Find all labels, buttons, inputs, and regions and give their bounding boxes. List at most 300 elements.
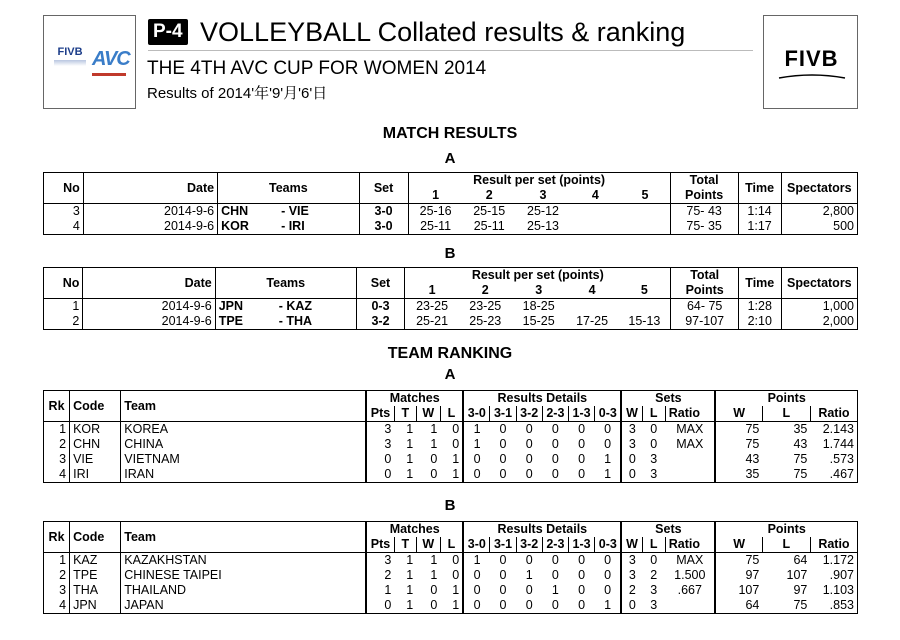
header-results-details: Results Details [463,522,621,538]
points-ratio: .907 [810,568,857,583]
team-rank: 3 [44,452,70,467]
header-no: No [44,268,83,299]
res-2-3: 0 [551,452,559,466]
match-teams [218,204,360,220]
res-3-2: 0 [525,583,533,597]
points-won: 64 [715,598,762,614]
match-date: 2014-9-6 [83,204,217,220]
header-2-3: 2-3 [542,537,568,553]
points-lost: 75 [793,452,808,466]
set-1-points: 25-16 [408,204,463,220]
page-title: VOLLEYBALL Collated results & ranking [200,17,686,47]
res-1-3: 0 [578,568,586,582]
header-set-1: 1 [408,188,463,204]
matches-played: 1 [406,583,414,597]
header-set-2: 2 [459,283,512,299]
team-pts: 3 [366,422,394,438]
header-date: Date [83,173,217,204]
res-2-3: 1 [551,583,559,597]
away-team: - IRI [281,219,305,233]
match-set-score: 3-2 [356,314,404,330]
points-lost: 43 [793,437,808,451]
team-name: VIETNAM [121,452,366,467]
team-code: JPN [70,598,121,614]
points-ratio: 1.744 [810,437,857,452]
match-total-points: 97-107 [671,314,738,330]
set-1-points: 25-11 [408,219,463,235]
team-pts: 0 [366,598,394,614]
header-teams: Teams [218,173,360,204]
res-2-3: 0 [551,422,559,436]
points-won: 75 [715,553,762,569]
team-name: CHINA [121,437,366,452]
set-5-points: 15-13 [618,314,671,330]
res-2-3: 0 [551,568,559,582]
res-3-2: 0 [525,422,533,436]
right-logo-box [763,15,858,109]
res-3-2: 0 [516,598,542,614]
header-3-2: 3-2 [516,406,542,422]
match-date: 2014-9-6 [83,219,217,235]
header-w: W [416,406,440,422]
sets-won: 3 [621,553,642,569]
title-row [148,17,685,48]
ranking-row [44,467,858,483]
header-teams: Teams [215,268,356,299]
team-name: KOREA [121,422,366,438]
home-team: CHN [221,204,249,218]
match-date: 2014-9-6 [83,299,215,315]
match-time: 2:10 [738,314,781,330]
match-teams [215,314,356,330]
points-lost: 75 [762,467,810,483]
set-4-points: 17-25 [566,314,619,330]
header-w: W [416,537,440,553]
team-name: JAPAN [121,598,366,614]
res-3-2: 0 [525,437,533,451]
team-pts: 3 [366,437,394,452]
set-2-points: 25-23 [459,314,512,330]
match-total-points: 75- 35 [670,219,738,235]
header-points-ratio: Ratio [810,406,857,422]
sets-lost: 3 [650,583,658,597]
header-rk: Rk [44,522,70,553]
points-won: 75 [715,437,762,452]
header-sets: Sets [621,391,715,407]
header-result-per-set: Result per set (points) [408,173,670,189]
res-3-0: 1 [463,553,490,569]
set-5-points [620,204,670,220]
header-points-w: W [715,537,762,553]
header-spectators: Spectators [781,173,857,204]
team-ranking-table [43,390,858,483]
set-2-points: 23-25 [469,299,502,313]
team-pts: 2 [366,568,394,583]
set-3-points: 18-25 [522,299,555,313]
res-3-0: 0 [463,598,490,614]
header-set-4: 4 [566,283,619,299]
matches-played: 1 [394,598,416,614]
header-2-3: 2-3 [542,406,568,422]
set-1-points: 23-25 [405,299,459,315]
points-won: 107 [715,583,762,598]
sets-won: 0 [621,467,642,483]
team-ranking-title: TEAM RANKING [387,345,513,362]
sets-ratio: MAX [676,437,704,451]
res-3-2: 0 [525,553,533,567]
fivb-logo-text: FIVB [784,46,839,71]
res-1-3: 0 [578,553,586,567]
match-spectators: 2,000 [781,314,857,330]
set-3-points: 15-25 [512,314,566,330]
header-set-3: 3 [512,283,566,299]
res-3-2: 1 [525,568,533,582]
page-badge: P-4 [148,19,188,45]
sets-lost: 3 [642,598,665,614]
ranking-row [44,598,858,614]
res-1-3: 0 [569,467,595,483]
res-2-3: 0 [542,467,568,483]
ranking-row [44,437,858,452]
match-time: 1:14 [738,204,781,220]
res-3-1: 0 [499,583,507,597]
header-no: No [44,173,84,204]
home-team: TPE [218,314,244,328]
sets-lost: 0 [650,553,658,567]
matches-lost: 0 [452,437,460,451]
res-0-3: 0 [604,553,612,567]
matches-played: 1 [406,553,414,567]
team-name: IRAN [121,467,366,483]
points-won: 35 [715,467,762,483]
match-spectators: 500 [781,219,857,235]
away-team: - VIE [281,204,309,218]
team-code: TPE [70,568,121,583]
ranking-row [44,583,858,598]
fivb-swoosh-icon [777,72,847,80]
home-team: JPN [218,299,244,313]
home-team: KOR [221,219,249,233]
res-3-1: 0 [490,467,516,483]
header-set-2: 2 [463,188,516,204]
header-t: T [394,406,416,422]
avc-logo [92,48,130,76]
set-4-points [566,299,619,315]
matches-lost: 0 [452,553,460,567]
matches-won: 0 [430,452,438,466]
team-code: IRI [70,467,121,483]
res-3-1: 0 [499,568,507,582]
sets-ratio: 1.500 [674,568,706,582]
team-pts: 0 [366,467,394,483]
header-sets-w: W [621,406,642,422]
points-ratio: .853 [810,598,857,614]
res-3-0: 0 [463,467,490,483]
match-no: 3 [44,204,84,220]
header-matches: Matches [366,391,463,407]
header-team: Team [121,391,366,422]
sets-ratio: .667 [677,583,702,597]
res-0-3: 0 [604,583,612,597]
header-set-5: 5 [618,283,671,299]
team-rank: 1 [44,422,70,438]
header-row [44,268,858,284]
header-sets: Sets [621,522,715,538]
results-date: Results of 2014'年'9'月'6'日 [147,85,328,102]
res-3-0: 0 [463,583,490,598]
sets-won: 2 [621,583,642,598]
header-result-per-set: Result per set (points) [405,268,671,284]
team-name: KAZAKHSTAN [121,553,366,569]
header-points: Points [671,283,738,299]
points-won: 97 [715,568,762,583]
res-3-0: 1 [463,437,490,452]
matches-won: 0 [416,467,440,483]
res-3-1: 0 [490,598,516,614]
matches-lost: 1 [452,452,460,466]
match-date: 2014-9-6 [83,314,215,330]
fivb-mini-logo [54,46,86,66]
header-row [44,522,858,538]
header-3-1: 3-1 [490,406,516,422]
res-1-3: 0 [578,437,586,451]
matches-won: 1 [430,553,438,567]
pool-label: A [444,366,456,383]
header-l: L [440,406,463,422]
points-ratio: 1.172 [810,553,857,569]
header-3-1: 3-1 [490,537,516,553]
pool-label: B [444,497,456,514]
away-team: - THA [278,314,313,328]
away-team: - KAZ [278,299,313,313]
header-points: Points [670,188,738,204]
matches-won: 0 [430,583,438,597]
header-sets-l: L [642,537,665,553]
header-matches: Matches [366,522,463,538]
header-1-3: 1-3 [569,537,595,553]
ranking-row [44,422,858,438]
header-points-l: L [762,406,810,422]
team-code: KOR [70,422,121,438]
sets-won: 3 [621,437,642,452]
header-points-w: W [715,406,762,422]
team-rank: 2 [44,568,70,583]
match-row [44,314,858,330]
pool-label: B [444,245,456,262]
fivb-logo [764,46,859,80]
header-set: Set [359,173,408,204]
sets-lost: 0 [650,422,658,436]
team-rank: 4 [44,598,70,614]
match-results-table [43,267,858,330]
team-rank: 3 [44,583,70,598]
matches-won: 1 [430,437,438,451]
set-1-points: 25-21 [405,314,459,330]
header-total: Total [670,173,738,189]
matches-played: 1 [406,422,414,436]
sets-lost: 3 [650,452,658,466]
points-lost: 35 [793,422,808,436]
set-2-points: 25-11 [463,219,516,235]
res-0-3: 1 [604,452,612,466]
res-3-2: 0 [525,452,533,466]
header-code: Code [70,522,121,553]
match-total-points: 75- 43 [670,204,738,220]
matches-lost: 1 [440,598,463,614]
res-2-3: 0 [542,598,568,614]
title-divider [148,50,753,51]
fivb-mini-logo-text: FIVB [57,46,83,58]
header-points: Points [715,522,857,538]
avc-logo-text: AVC [92,48,130,70]
header-t: T [394,537,416,553]
points-lost: 97 [793,583,808,597]
match-set-score: 3-0 [359,204,408,220]
sets-won: 0 [621,598,642,614]
match-time: 1:28 [738,299,781,315]
match-no: 1 [44,299,83,315]
header-pts: Pts [366,537,394,553]
points-lost: 75 [762,598,810,614]
sets-won: 0 [621,452,642,467]
sets-won: 3 [621,422,642,438]
team-rank: 2 [44,437,70,452]
set-3-points: 25-12 [527,204,559,218]
header-time: Time [738,268,781,299]
team-code: VIE [70,452,121,467]
matches-lost: 1 [452,583,460,597]
match-no: 2 [44,314,83,330]
points-ratio: .467 [810,467,857,483]
team-pts: 3 [366,553,394,569]
matches-won: 1 [430,568,438,582]
points-lost: 64 [793,553,808,567]
res-0-3: 1 [595,598,622,614]
header-pts: Pts [366,406,394,422]
header-set-3: 3 [516,188,571,204]
match-teams [215,299,356,315]
pool-label: A [444,150,456,167]
team-code: KAZ [70,553,121,569]
team-ranking-table [43,521,858,614]
header-spectators: Spectators [781,268,857,299]
header-l: L [440,537,463,553]
header-3-0: 3-0 [463,537,490,553]
header-team: Team [121,522,366,553]
sets-lost: 0 [650,437,658,451]
match-total-points: 64- 75 [671,299,738,315]
header-points-ratio: Ratio [810,537,857,553]
res-0-3: 0 [604,568,612,582]
team-code: THA [70,583,121,598]
team-code: CHN [70,437,121,452]
match-teams [218,219,360,235]
header-set-1: 1 [405,283,459,299]
res-0-3: 1 [595,467,622,483]
header-time: Time [738,173,781,204]
header-3-0: 3-0 [463,406,490,422]
matches-played: 1 [406,452,414,466]
team-pts: 1 [366,583,394,598]
res-3-1: 0 [499,553,507,567]
team-rank: 4 [44,467,70,483]
header-total: Total [671,268,738,284]
sets-ratio [665,452,715,467]
header-0-3: 0-3 [595,537,622,553]
match-row [44,204,858,220]
points-ratio: .573 [810,452,857,467]
header-0-3: 0-3 [595,406,622,422]
header-sets-ratio: Ratio [665,406,715,422]
header-code: Code [70,391,121,422]
header-sets-l: L [642,406,665,422]
res-1-3: 0 [578,452,586,466]
points-ratio: 1.103 [810,583,857,598]
match-results-title: MATCH RESULTS [382,125,518,142]
res-1-3: 0 [569,598,595,614]
sets-ratio [665,598,715,614]
header-set-5: 5 [620,188,670,204]
points-won: 75 [715,422,762,438]
header-date: Date [83,268,215,299]
team-name: CHINESE TAIPEI [121,568,366,583]
header-sets-ratio: Ratio [665,537,715,553]
set-5-points [618,299,671,315]
match-results-table [43,172,858,235]
header-results-details: Results Details [463,391,621,407]
res-1-3: 0 [578,422,586,436]
matches-lost: 0 [452,422,460,436]
set-4-points [570,219,620,235]
points-lost: 107 [786,568,808,582]
header-sets-w: W [621,537,642,553]
sets-lost: 2 [650,568,658,582]
res-3-1: 0 [499,437,507,451]
sets-ratio [665,467,715,483]
sets-ratio: MAX [676,553,704,567]
points-won: 43 [715,452,762,467]
event-name: THE 4TH AVC CUP FOR WOMEN 2014 [147,58,487,79]
header-set: Set [356,268,404,299]
header-set-4: 4 [570,188,620,204]
res-0-3: 0 [604,422,612,436]
matches-lost: 1 [440,467,463,483]
res-3-1: 0 [499,422,507,436]
team-pts: 0 [366,452,394,467]
match-set-score: 0-3 [356,299,404,315]
ranking-row [44,568,858,583]
team-rank: 1 [44,553,70,569]
header-rk: Rk [44,391,70,422]
res-3-0: 0 [463,568,490,583]
header-points: Points [715,391,857,407]
header-row [44,173,858,189]
set-2-points: 25-15 [473,204,506,218]
res-2-3: 0 [551,437,559,451]
res-1-3: 0 [578,583,586,597]
matches-lost: 0 [452,568,460,582]
sets-won: 3 [621,568,642,583]
match-spectators: 2,800 [781,204,857,220]
match-row [44,219,858,235]
header-points-l: L [762,537,810,553]
sets-lost: 3 [642,467,665,483]
match-time: 1:17 [738,219,781,235]
match-spectators: 1,000 [781,299,857,315]
match-row [44,299,858,315]
res-3-0: 0 [463,452,490,467]
header-1-3: 1-3 [569,406,595,422]
